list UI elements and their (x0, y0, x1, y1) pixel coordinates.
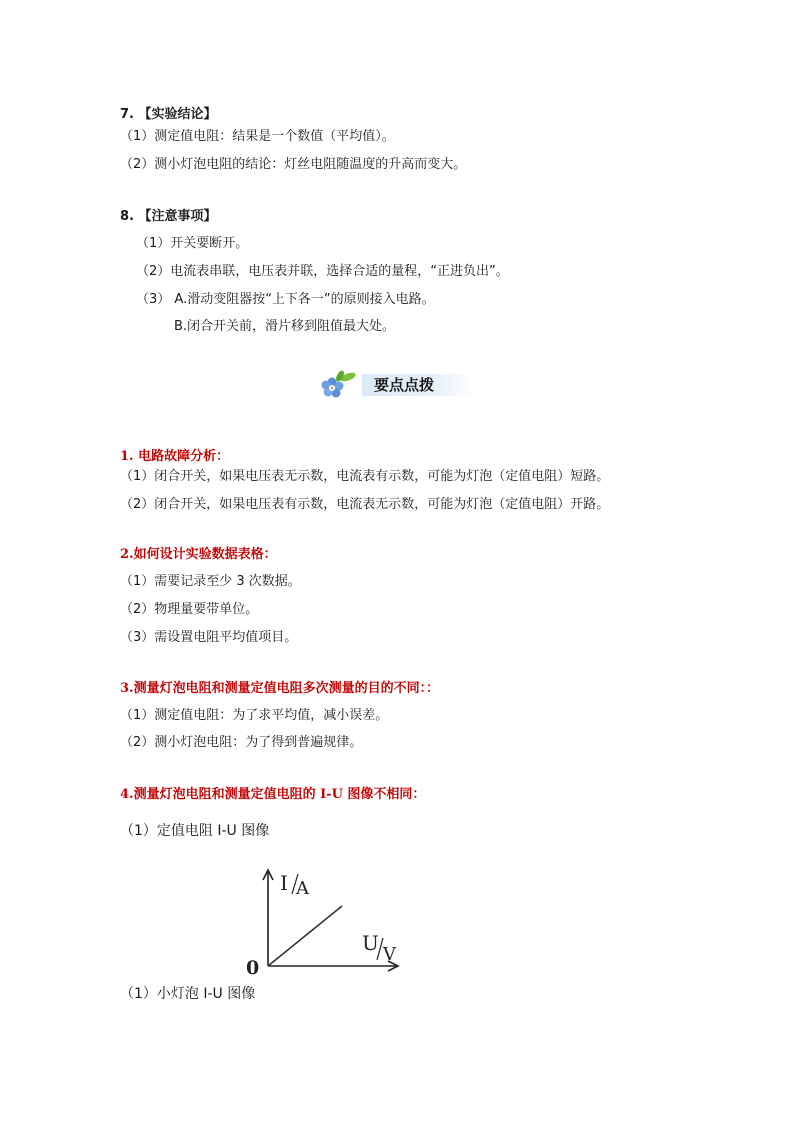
notes-item: （1）开关要断开。 (136, 236, 249, 251)
x-label-u: U (362, 931, 379, 955)
point-item: （1）需要记录至少 3 次数据。 (120, 574, 301, 589)
conclusion-heading: 7. 【实验结论】 (120, 107, 217, 122)
notes-item: （2）电流表串联，电压表并联，选择合适的量程，“正进负出”。 (136, 264, 509, 279)
y-label-a: A (296, 878, 309, 899)
banner-title: 要点点拨 (374, 376, 435, 394)
point-item: （3）需设置电阻平均值项目。 (120, 630, 298, 645)
point-item: （1）闭合开关，如果电压表无示数，电流表有示数，可能为灯泡（定值电阻）短路。 (120, 469, 610, 484)
notes-item: B.闭合开关前，滑片移到阻值最大处。 (174, 319, 396, 334)
point-item: （2）物理量要带单位。 (120, 602, 259, 617)
flower-icon (320, 368, 360, 402)
point-item: （1）测定值电阻：为了求平均值，减小误差。 (120, 708, 389, 723)
notes-heading: 8. 【注意事项】 (120, 209, 217, 224)
point-item: （1）小灯泡 I-U 图像 (120, 986, 256, 1002)
x-label-v: V (383, 944, 396, 965)
iu-line (268, 906, 342, 966)
iu-graph (238, 864, 408, 984)
point-item: （2）测小灯泡电阻：为了得到普遍规律。 (120, 735, 363, 750)
conclusion-item: （1）测定值电阻：结果是一个数值（平均值）。 (120, 129, 395, 144)
y-label-i: I (280, 871, 288, 895)
point-heading: 3.测量灯泡电阻和测量定值电阻多次测量的目的不同：： (120, 681, 440, 696)
conclusion-item: （2）测小灯泡电阻的结论：灯丝电阻随温度的升高而变大。 (120, 157, 467, 172)
point-heading: 2.如何设计实验数据表格： (120, 547, 277, 562)
notes-item: （3） A.滑动变阻器按“上下各一”的原则接入电路。 (136, 292, 435, 307)
point-item: （2）闭合开关，如果电压表有示数，电流表无示数，可能为灯泡（定值电阻）开路。 (120, 497, 610, 512)
point-heading: 1. 电路故障分析： (120, 449, 230, 464)
point-item: （1）定值电阻 I-U 图像 (120, 823, 270, 839)
point-heading: 4.测量灯泡电阻和测量定值电阻的 I-U 图像不相同： (120, 787, 426, 802)
section-banner (320, 368, 480, 402)
iu-graph-svg (238, 864, 408, 984)
origin-label: 0 (246, 957, 260, 979)
